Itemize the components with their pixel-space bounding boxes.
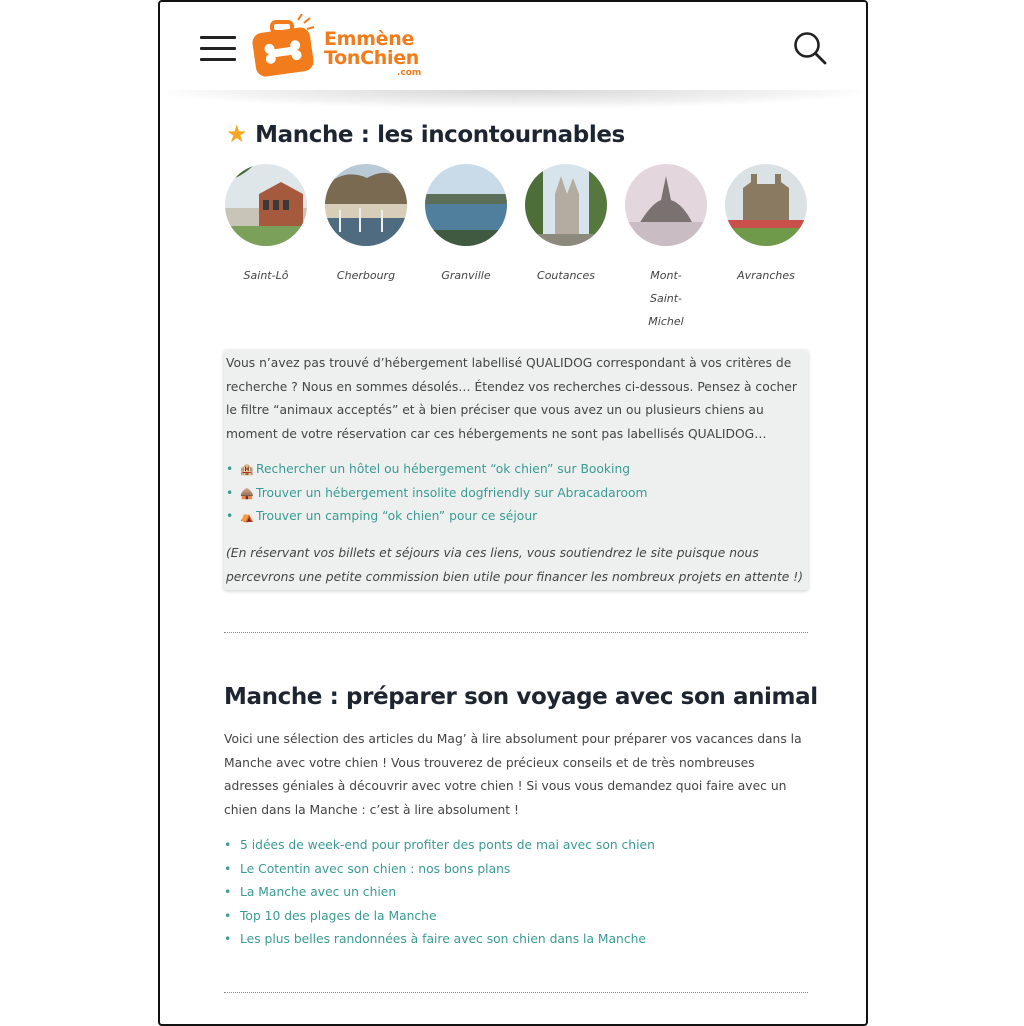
logo-suffix: .com <box>397 68 422 78</box>
articles-list <box>224 834 808 952</box>
tent-icon: ⛺ <box>240 510 254 524</box>
menu-icon[interactable] <box>200 34 236 62</box>
destination-avranches[interactable] <box>724 164 808 287</box>
incontournables-title: Manche : les incontournables <box>255 122 625 148</box>
logo-wordmark <box>324 30 419 68</box>
destination-name: Coutances <box>537 269 595 282</box>
article-title: Top 10 des plages de la Manche <box>240 908 437 923</box>
link-label: Rechercher un hôtel ou hébergement “ok chien” sur Booking <box>256 462 631 476</box>
logo-line-2: TonChien <box>324 47 420 69</box>
article-link[interactable]: • 5 idées de week-end pour profiter des ponts de mai avec son chien <box>224 838 655 852</box>
article-link[interactable]: • La Manche avec un chien <box>224 885 397 899</box>
prepare-heading: Manche : préparer son voyage avec son animal <box>224 684 818 710</box>
mobile-page <box>158 0 868 1026</box>
link-label: Trouver un hébergement insolite dogfriendly sur Abracadaroom <box>256 485 648 500</box>
destination-photo <box>225 164 307 246</box>
destination-photo <box>725 164 807 246</box>
article-link[interactable]: • Top 10 des plages de la Manche <box>224 908 437 923</box>
incontournables-heading <box>226 120 625 148</box>
notice-links <box>226 458 806 529</box>
site-logo[interactable] <box>252 12 432 80</box>
destination-name: Mont-Saint-Michel <box>648 269 684 328</box>
site-header <box>160 2 866 94</box>
star-icon: ★ <box>226 120 248 148</box>
notice-intro: Vous n’avez pas trouvé d’hébergement labellisé QUALIDOG correspondant à vos critères de recherche ? Nous en sommes désolés… Étendez vos recherches ci-dessous. Pensez à cocher le filtre “animaux acceptés” et à bien préciser que vous avez un ou plusieurs chiens au moment de votre réservation car ces hébergements ne sont pas labellisés QUALIDOG… <box>226 356 797 442</box>
cabin-icon: 🛖 <box>240 486 254 500</box>
destination-photo <box>325 164 407 246</box>
destination-coutances[interactable] <box>524 164 608 287</box>
destination-photo <box>425 164 507 246</box>
destination-photo <box>625 164 707 246</box>
destination-name: Saint-Lô <box>243 269 289 282</box>
article-title: La Manche avec un chien <box>240 885 397 899</box>
destination-saint-lo[interactable] <box>224 164 308 287</box>
camping-link[interactable]: • ⛺ Trouver un camping “ok chien” pour ce séjour <box>226 505 806 529</box>
destination-name: Granville <box>441 269 491 282</box>
article-title: Le Cotentin avec son chien : nos bons plans <box>240 861 511 876</box>
accommodation-notice <box>224 350 808 590</box>
logo-line-1: Emmène <box>324 28 415 50</box>
search-icon[interactable] <box>792 30 828 66</box>
article-link[interactable]: • Le Cotentin avec son chien : nos bons plans <box>224 861 511 876</box>
header-shadow <box>166 90 860 108</box>
destination-name: Cherbourg <box>336 269 396 282</box>
destination-mont-saint-michel[interactable] <box>624 164 708 333</box>
booking-link[interactable]: • 🏨 Rechercher un hôtel ou hébergement “ok chien” sur Booking <box>226 458 806 482</box>
article-link[interactable]: • Les plus belles randonnées à faire avec son chien dans la Manche <box>224 932 646 946</box>
destination-granville[interactable] <box>424 164 508 287</box>
notice-footnote: (En réservant vos billets et séjours via ces liens, vous soutiendrez le site puisque nous percevrons une petite commission bien utile pour financer les nombreux projets en attente !) <box>226 546 803 584</box>
destination-photo <box>525 164 607 246</box>
destinations-row <box>224 164 814 334</box>
divider <box>224 992 808 993</box>
abracadaroom-link[interactable]: • 🛖 Trouver un hébergement insolite dogfriendly sur Abracadaroom <box>226 482 806 506</box>
destination-name: Avranches <box>737 269 795 282</box>
article-title: 5 idées de week-end pour profiter des ponts de mai avec son chien <box>240 838 655 852</box>
link-label: Trouver un camping “ok chien” pour ce séjour <box>256 509 538 524</box>
suitcase-bone-icon <box>252 14 326 78</box>
article-title: Les plus belles randonnées à faire avec son chien dans la Manche <box>240 932 646 946</box>
destination-cherbourg[interactable] <box>324 164 408 287</box>
hotel-icon: 🏨 <box>240 463 254 476</box>
prepare-paragraph: Voici une sélection des articles du Mag’ à lire absolument pour préparer vos vacances dans la Manche avec votre chien ! Vous trouverez de précieux conseils et de très nombreuses adresses géniales à découvrir avec votre chien ! Si vous vous demandez quoi faire avec un chien dans la Manche : c’est à lire absolument ! <box>224 732 802 818</box>
divider <box>224 632 808 633</box>
